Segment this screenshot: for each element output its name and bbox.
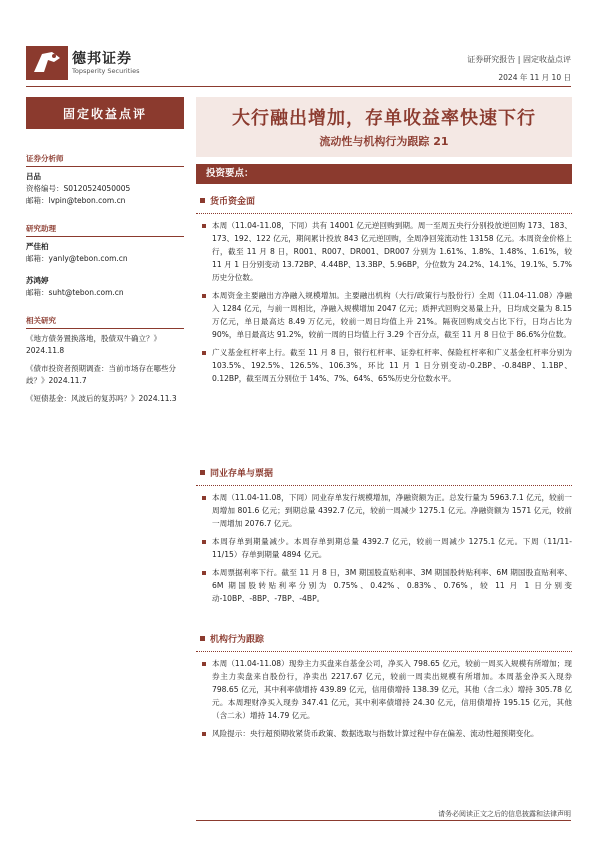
brand-name: 德邦证券 <box>72 51 132 67</box>
assistant-name: 严佳柏 <box>26 242 49 251</box>
related-report-link[interactable]: 《短债基金：风波后的复苏吗？》2024.11.3 <box>26 394 177 403</box>
paragraph: 本周（11.04-11.08）现券主力买盘来自基金公司，净买入 798.65 亿元，较前一周买入规模有所增加；现券主力卖盘来自股份行，净卖出 2217.67 亿元，较前一周卖出规模有所增加。本周基金净买入现券 798.65 亿元，其中利率债增持 439.89 亿元，信用债增持 138.39 亿元，其他（含二永）增持 305.78 亿元。本周理财净买入现券 347.41 亿元，其中利率债增持 24.30 亿元，信用债增持 195.15 亿元，其他（含二永）增持 14.79 亿元。 <box>196 657 572 722</box>
cd-section <box>196 464 572 605</box>
side-title: 固定收益点评 <box>26 97 184 129</box>
paragraph: 本周资金主要融出方净融入规模增加。主要融出机构（大行/政策行与股份行）全周（11.04-11.08）净融入 1284 亿元，与前一周相比，净融入规模增加 2047 亿元；质押式回购交易量上升，日均成交量为 8.15 万亿元，单日最高达 8.49 万亿元，较前一周日均值上升 21%。隔夜回购成交占比下行，日均占比为 90%，单日最高达 91.2%，较前一周的日均值上行 3.29 个百分点，截至 11 月 8 日位于 86.6%分位数。 <box>196 289 572 341</box>
related-report-link[interactable]: 《地方债务置换落地，股债双牛确立？》2024.11.8 <box>26 334 161 355</box>
paragraph: 本周票据利率下行。截至 11 月 8 日，3M 期国股直贴利率、3M 期国股转贴利率、6M 期国股直贴利率、6M 期国股转贴利率分别为 0.75%、0.42%、0.83%、0.76%，较 11 月 1 日分别变动-10BP、-8BP、-7BP、-4BP。 <box>196 566 572 605</box>
dotted-divider <box>196 485 572 486</box>
title-box <box>196 97 572 157</box>
assistant-email[interactable]: 邮箱：yanly@tebon.com.cn <box>26 254 128 263</box>
paragraph: 本周存单到期量减少。本周存单到期总量 4392.7 亿元，较前一周减少 1275.1 亿元。下周（11/11-11/15）存单到期量 4894 亿元。 <box>196 535 572 561</box>
assistant-email[interactable]: 邮箱：suht@tebon.com.cn <box>26 288 124 297</box>
section-heading: 货币资金面 <box>196 192 572 209</box>
report-category: 证券研究报告 | 固定收益点评 <box>467 55 571 64</box>
header-divider <box>26 86 571 87</box>
paragraph: 本周（11.04-11.08，下同）同业存单发行规模增加，净融资额为正。总发行量为 5963.7.1 亿元，较前一周增加 801.6 亿元；到期总量 4392.7 亿元，较前一周减少 1275.1 亿元。净融资额为 1571 亿元，较前一周增加 2076.7 亿元。 <box>196 491 572 530</box>
report-date: 2024 年 11 月 10 日 <box>498 73 571 82</box>
analyst-license: 资格编号：S0120524050005 <box>26 184 131 193</box>
analyst-name: 吕品 <box>26 172 41 181</box>
dotted-divider <box>196 651 572 652</box>
key-points-heading: 投资要点： <box>196 164 572 184</box>
money-section <box>196 192 572 385</box>
sidebar <box>26 143 184 411</box>
sub-title: 流动性与机构行为跟踪 21 <box>319 135 449 148</box>
analyst-heading: 证券分析师 <box>26 153 184 167</box>
footer-divider <box>196 820 571 821</box>
paragraph: 本周（11.04-11.08，下同）共有 14001 亿元逆回购到期。周一至周五央行分别投放逆回购 173、183、173、192、122 亿元，期间累计投放 843 亿元逆回购，全周净回笼流动性 13158 亿元。本周资金价格上行，截至 11 月 8 日，R001、R007、DR001、DR007 分别为 1.61%、1.8%、1.48%、1.61%，较 11 月 1 日分别变动 13.72BP、4.44BP、13.3BP、5.96BP，分位数为 24.2%、14.1%、19.1%、5.7%历史分位数。 <box>196 219 572 284</box>
related-report-link[interactable]: 《债市投资者预期调查：当前市场存在哪些分歧？》2024.11.7 <box>26 364 176 385</box>
assistant-heading: 研究助理 <box>26 223 184 237</box>
analyst-email[interactable]: 邮箱：lvpin@tebon.com.cn <box>26 196 126 205</box>
related-heading: 相关研究 <box>26 315 184 329</box>
tebon-logo-icon <box>26 42 68 82</box>
section-heading: 机构行为跟踪 <box>196 630 572 647</box>
main-title: 大行融出增加，存单收益率快速下行 <box>232 108 536 129</box>
assistant-name: 苏鸿婷 <box>26 276 49 285</box>
risk-warning: 风险提示：央行超预期收紧货币政策、数据选取与指数计算过程中存在偏差、流动性超预期变化。 <box>196 727 572 740</box>
disclaimer-footer: 请务必阅读正文之后的信息披露和法律声明 <box>438 810 571 818</box>
brand-english: Topsperity Securities <box>72 67 140 75</box>
dotted-divider <box>196 213 572 214</box>
institution-section <box>196 630 572 740</box>
paragraph: 广义基金杠杆率上行。截至 11 月 8 日，银行杠杆率、证券杠杆率、保险杠杆率和广义基金杠杆率分别为 103.5%、192.5%、126.5%、106.3%，环比 11 月 1 日分别变动-0.2BP、-0.84BP、1.1BP、0.12BP，截至周五分别位于 14%、7%、64%、65%历史分位数水平。 <box>196 346 572 385</box>
section-heading: 同业存单与票据 <box>196 464 572 481</box>
